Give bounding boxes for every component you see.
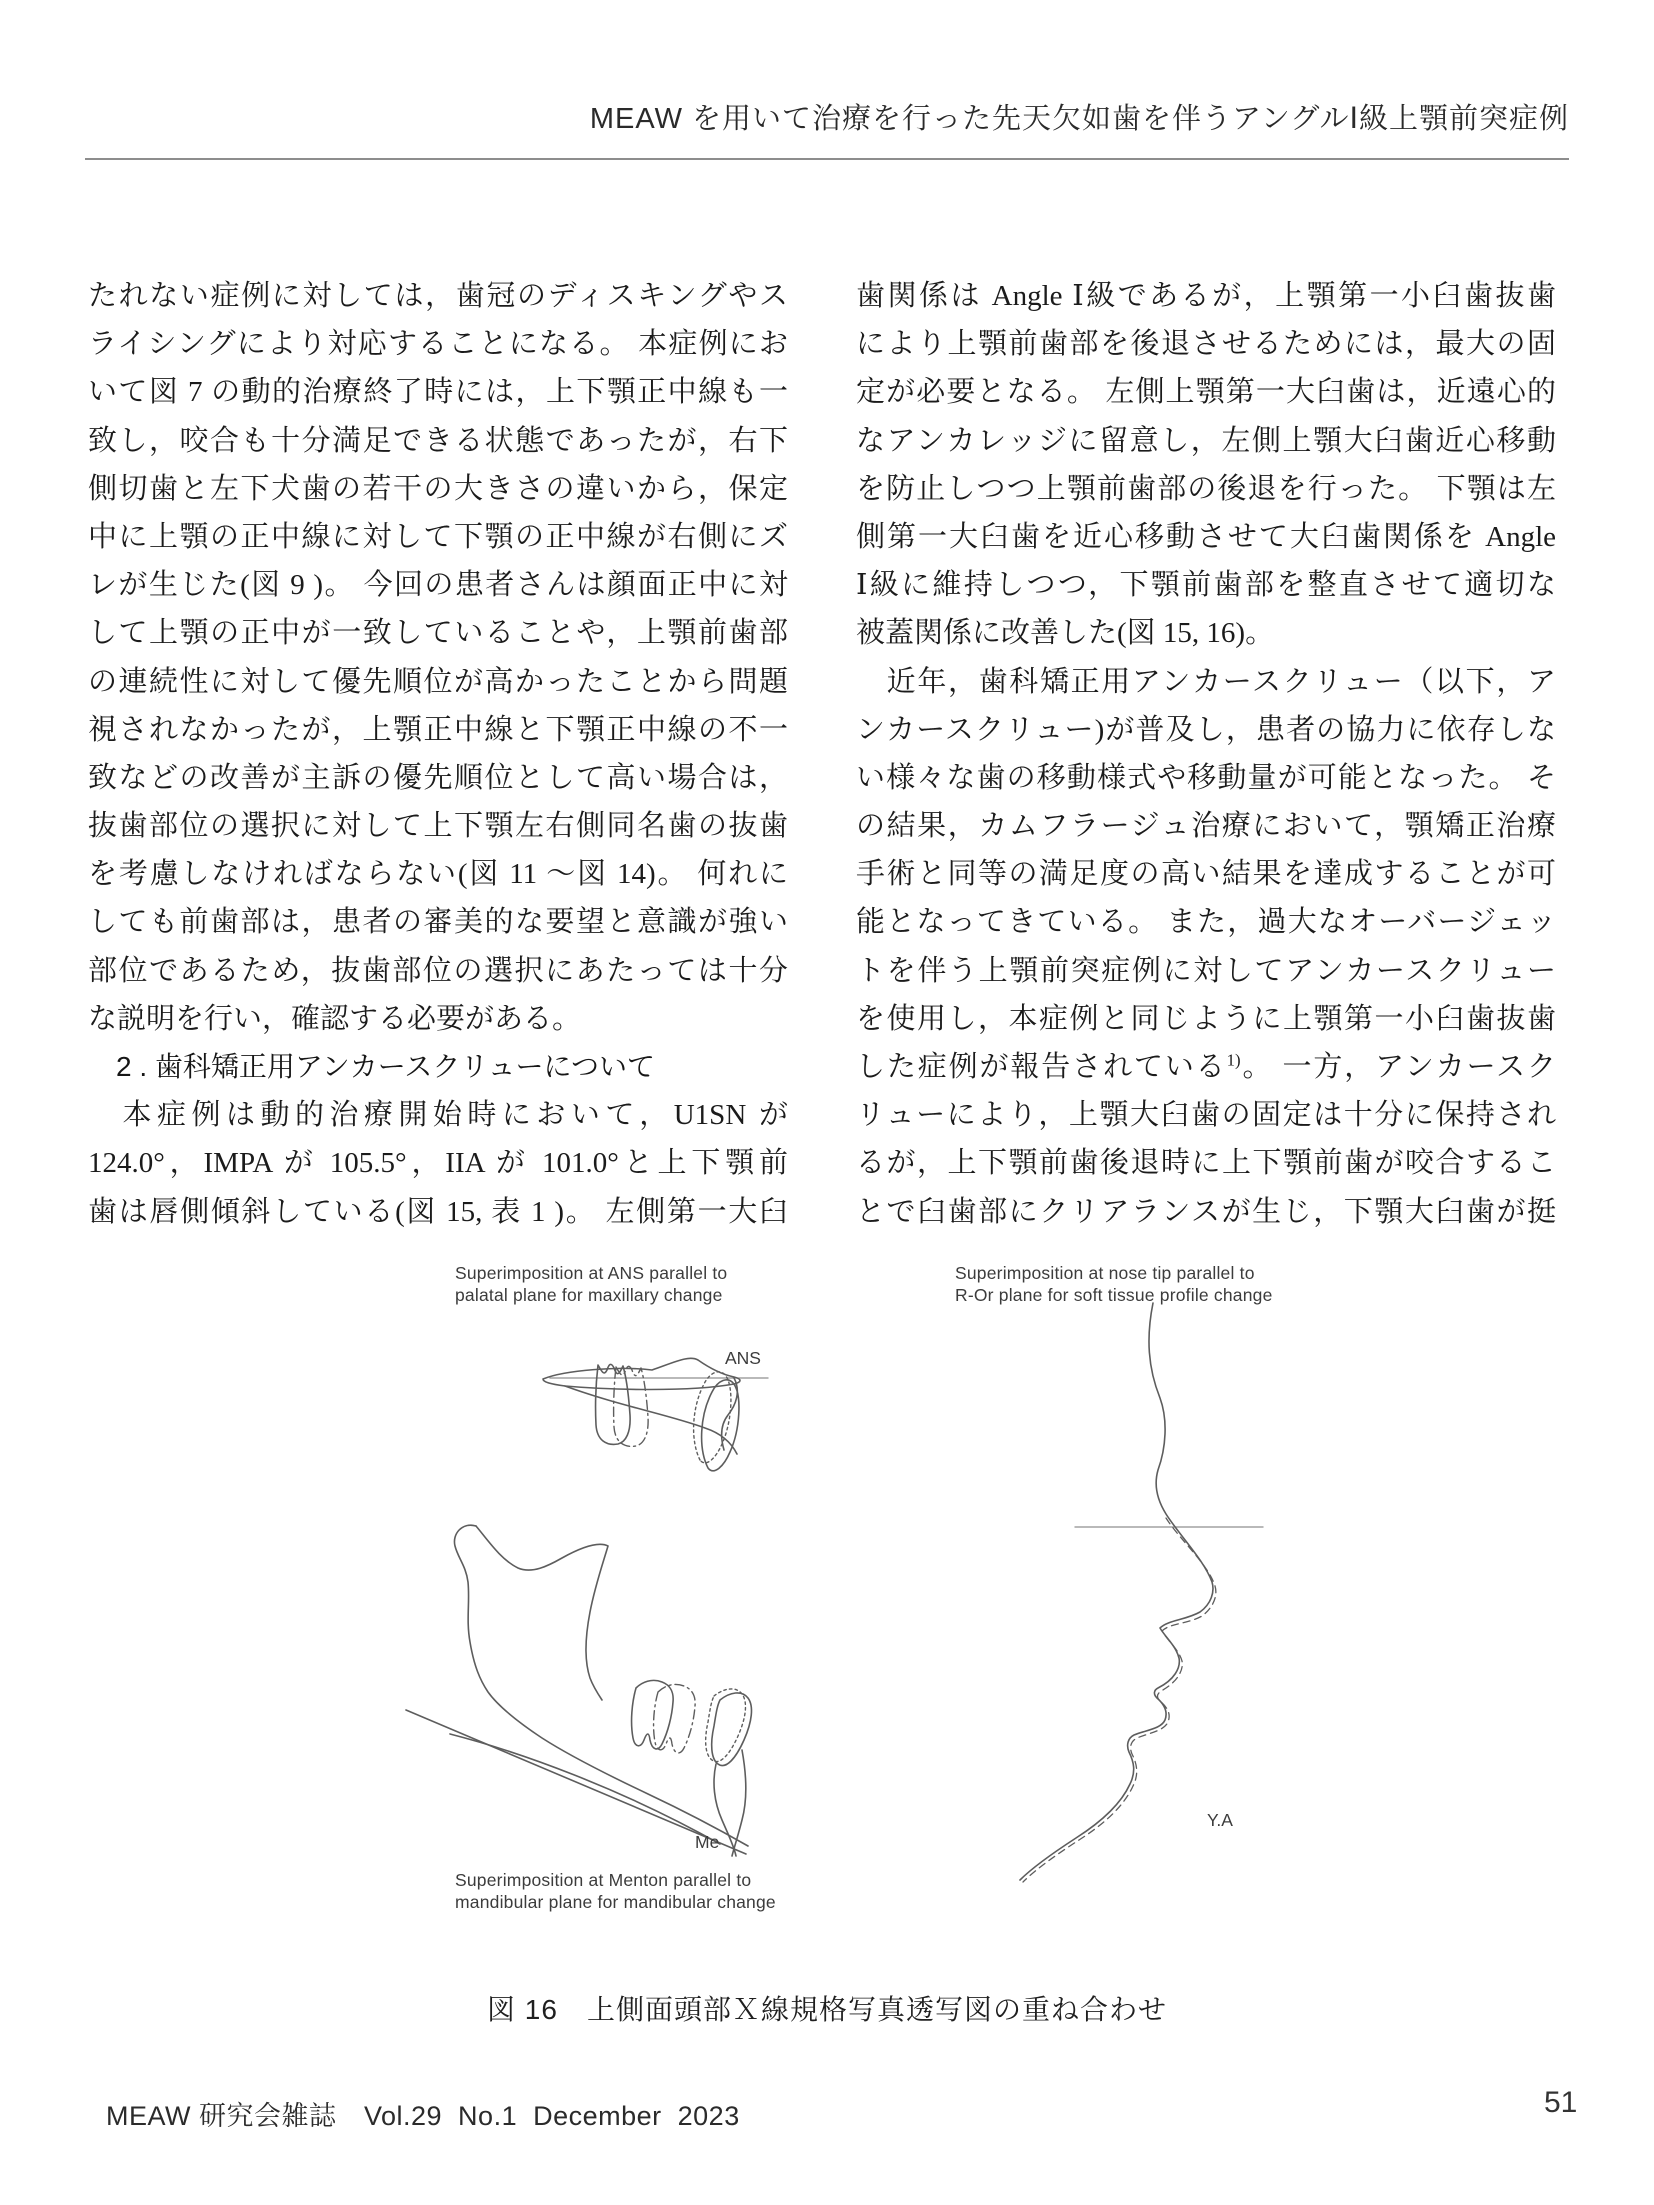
running-head: MEAW を用いて治療を行った先天欠如歯を伴うアングルⅠ級上顎前突症例 [589, 103, 1569, 135]
text-line: い様々な歯の移動様式や移動量が可能となった。 そ [856, 761, 1556, 794]
text-line: 手術と同等の満足度の高い結果を達成することが可 [856, 858, 1556, 891]
text-line: 歯は唇側傾斜している(図 15, 表 1 )。 左側第一大臼 [88, 1195, 788, 1228]
profile-tracing-dashed [1023, 1518, 1216, 1882]
text-line: 致などの改善が主訴の優先順位として高い場合は， [88, 761, 788, 794]
text-line: を防止しつつ上顎前歯部の後退を行った。 下顎は左 [856, 472, 1556, 505]
text-line: 側第一大臼歯を近心移動させて大臼歯関係を Angle [856, 520, 1556, 553]
text-line: 側切歯と左下犬歯の若干の大きさの違いから，保定 [88, 472, 788, 505]
text-line: とで臼歯部にクリアランスが生じ，下顎大臼歯が挺 [856, 1195, 1556, 1228]
text-line: しても前歯部は，患者の審美的な要望と意識が強い [88, 906, 788, 939]
profile-tracing-solid [1020, 1303, 1213, 1880]
mandible-outline [454, 1525, 748, 1846]
text-line: の連続性に対して優先順位が高かったことから問題 [88, 665, 788, 698]
figure-label-line: R-Or plane for soft tissue profile change [955, 1285, 1273, 1305]
figure-label-line: palatal plane for maxillary change [455, 1285, 723, 1305]
text-line: 歯関係は Angle Ⅰ級であるが，上顎第一小臼歯抜歯 [856, 280, 1556, 312]
figure-label-line: Superimposition at nose tip parallel to [955, 1263, 1255, 1283]
text-line: の結果，カムフラージュ治療において，顎矯正治療 [856, 810, 1556, 843]
text-line: レが生じた(図 9 )。 今回の患者さんは顔面正中に対 [88, 569, 788, 602]
mandibular-plane-line-2 [450, 1734, 720, 1844]
coronoid-sigmoid-contour [476, 1526, 608, 1700]
page-number: 51 [1544, 2086, 1578, 2119]
text-run: 。 一方，アンカースク [1240, 1051, 1556, 1083]
text-line: たれない症例に対しては，歯冠のディスキングやス [88, 280, 788, 312]
text-run: した症例が報告されている [856, 1051, 1227, 1083]
text-line: トを伴う上顎前突症例に対してアンカースクリュー [856, 954, 1556, 987]
figure-label-line: Superimposition at Menton parallel to [455, 1870, 752, 1890]
text-line: して上顎の正中が一致していることや，上顎前歯部 [88, 617, 788, 650]
text-line: 致し，咬合も十分満足できる状態であったが，右下 [88, 424, 788, 457]
header-rule [85, 158, 1569, 160]
text-line: 能となってきている。 また，過大なオーバージェッ [856, 906, 1556, 939]
lower-molar-tracing-dashed [654, 1684, 696, 1753]
text-line: を使用し，本症例と同じように上顎第一小臼歯抜歯 [856, 1002, 1556, 1035]
figure-label-maxillary-superimposition [455, 1262, 727, 1306]
text-line: ライシングにより対応することになる。 本症例にお [88, 328, 788, 361]
text-line: 2 . 歯科矯正用アンカースクリューについて [88, 1051, 655, 1082]
text-line: 近年，歯科矯正用アンカースクリュー（以下，ア [856, 665, 1556, 698]
text-line: 視されなかったが，上顎正中線と下顎正中線の不一 [88, 713, 788, 746]
figure-label-mandibular-superimposition [455, 1869, 776, 1913]
figure-caption: 図 16 上側面頭部Ｘ線規格写真透写図の重ね合わせ [487, 1994, 1167, 2025]
text-line: リューにより，上顎大臼歯の固定は十分に保持され [856, 1099, 1556, 1132]
text-line: Ⅰ級に維持しつつ，下顎前歯部を整直させて適切な [856, 569, 1556, 602]
text-line: 被蓋関係に改善した(図 15, 16)。 [856, 617, 1275, 650]
maxilla-outline [543, 1358, 740, 1389]
text-line: 124.0°，IMPA が 105.5°，IIA が 101.0°と上下顎前 [88, 1147, 788, 1180]
cephalometric-tracing-maxilla-mandible [390, 1320, 810, 1860]
text-line: 部位であるため，抜歯部位の選択にあたっては十分 [88, 954, 788, 987]
text-line: いて図 7 の動的治療終了時には，上下顎正中線も一 [88, 376, 788, 409]
ans-point-label: ANS [725, 1348, 761, 1368]
journal-footer: MEAW 研究会雑誌 Vol.29 No.1 December 2023 [106, 2101, 740, 2131]
soft-tissue-profile-tracing [1008, 1298, 1338, 1898]
upper-incisor-tracing-solid [702, 1380, 739, 1471]
lower-molar-tracing-solid [632, 1680, 674, 1749]
left-column [88, 272, 788, 1236]
text-line: なアンカレッジに留意し，左側上顎大臼歯近心移動 [856, 424, 1556, 457]
text-line: ンカースクリュー)が普及し，患者の協力に依存しな [856, 713, 1556, 746]
text-line: 定が必要となる。 左側上顎第一大臼歯は，近遠心的 [856, 376, 1556, 409]
figure-label-line: mandibular plane for mandibular change [455, 1892, 776, 1912]
ya-point-label: Y.A [1207, 1810, 1233, 1830]
right-column [856, 272, 1556, 1236]
superscript-reference: 1) [1226, 1050, 1241, 1070]
text-line [856, 1043, 1556, 1091]
text-line: を考慮しなければならない(図 11 〜図 14)。 何れに [88, 858, 788, 891]
figure-label-line: Superimposition at ANS parallel to [455, 1263, 728, 1283]
text-line: るが，上下顎前歯後退時に上下顎前歯が咬合するこ [856, 1147, 1556, 1180]
text-line: 中に上顎の正中線に対して下顎の正中線が右側にズ [88, 520, 788, 553]
palatal-floor-contour [565, 1386, 737, 1454]
text-line: 本症例は動的治療開始時において，U1SN が [88, 1099, 788, 1132]
text-line: な説明を行い，確認する必要がある。 [88, 1002, 582, 1035]
text-line: により上顎前歯部を後退させるためには，最大の固 [856, 328, 1556, 361]
text-line: 抜歯部位の選択に対して上下顎左右側同名歯の抜歯 [88, 810, 788, 843]
me-point-label: Me [695, 1832, 720, 1852]
